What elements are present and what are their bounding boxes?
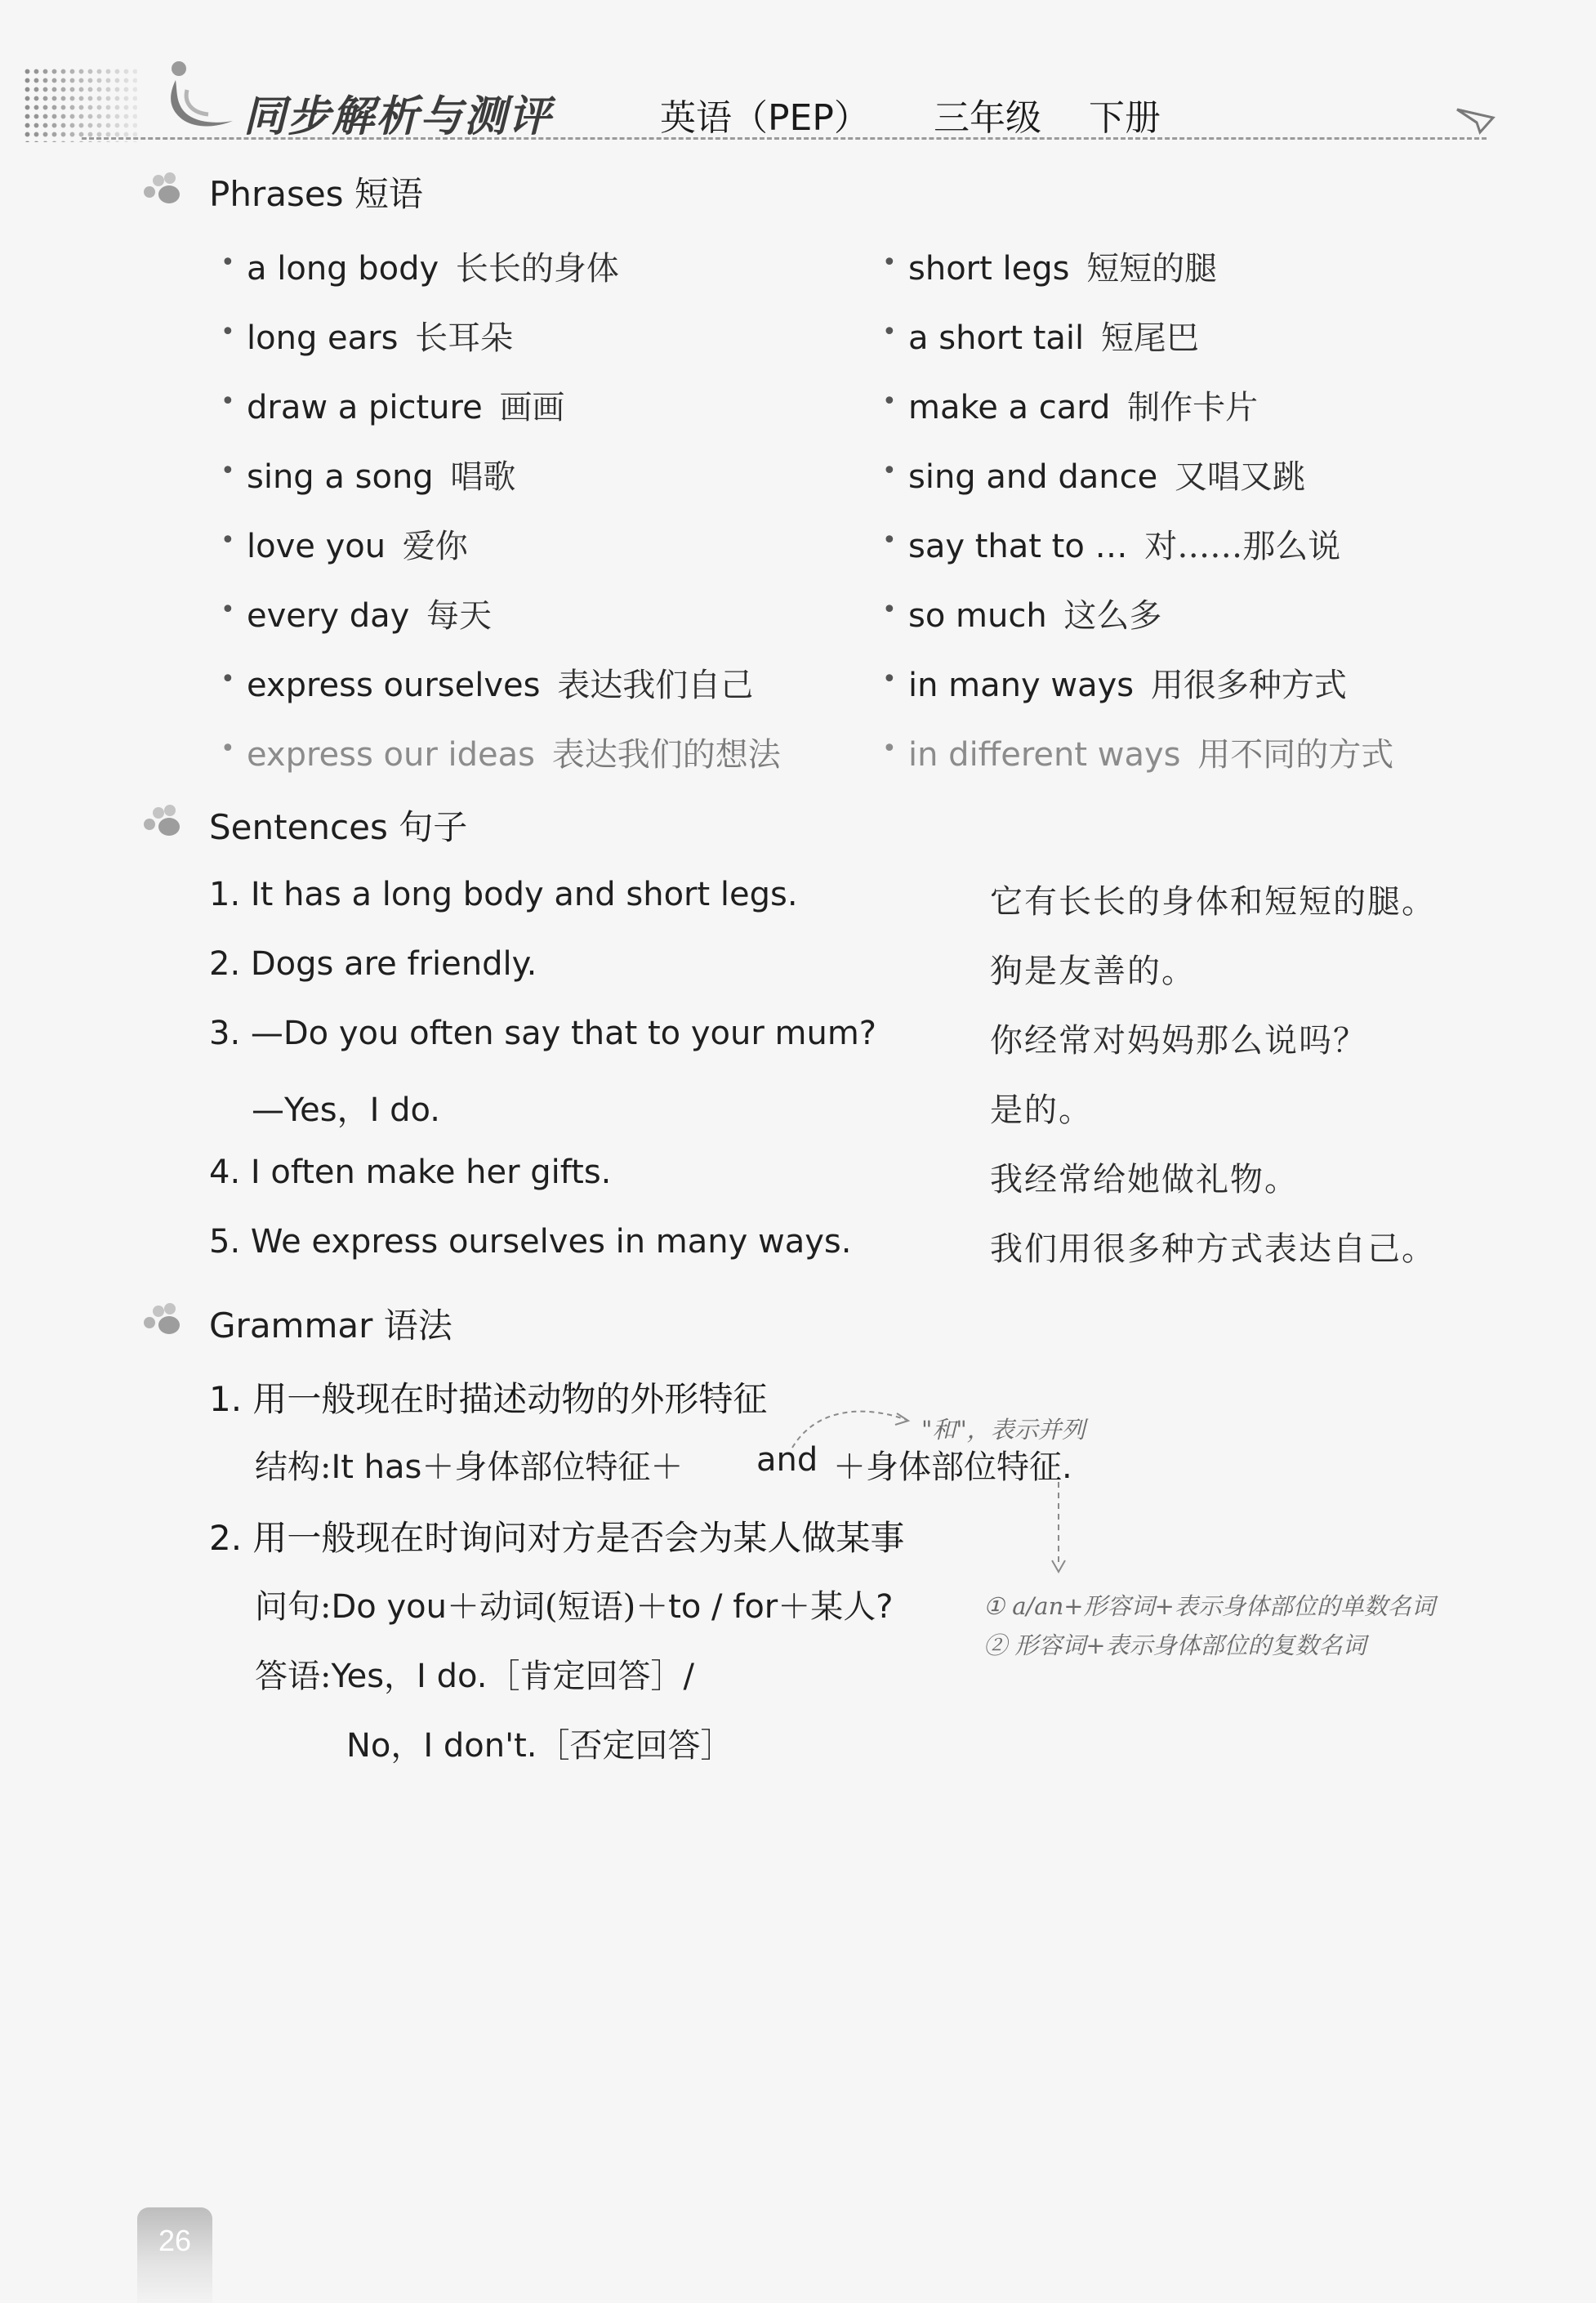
phrase-en: sing and dance bbox=[908, 458, 1158, 496]
phrase-item bbox=[908, 243, 1217, 289]
subject-label: 英语（PEP） bbox=[660, 97, 870, 139]
phrase-zh: 表达我们自己 bbox=[557, 667, 754, 704]
answer-yes: Yes，I do. bbox=[331, 1658, 488, 1695]
structure-label: 结构: bbox=[255, 1448, 332, 1486]
verb-phrase-text: 动词(短语) bbox=[479, 1588, 636, 1626]
phrase-zh: 画画 bbox=[499, 389, 565, 426]
phrase-en: long ears bbox=[247, 319, 399, 357]
phrase-en: express our ideas bbox=[247, 736, 535, 774]
bullet: • bbox=[882, 665, 897, 694]
phrase-en: every day bbox=[247, 597, 410, 635]
volume-label: 下册 bbox=[1089, 97, 1161, 139]
and-keyword: and bbox=[756, 1441, 818, 1479]
bullet: • bbox=[221, 734, 235, 763]
plus-sign: ＋ bbox=[421, 1448, 455, 1486]
phrase-item bbox=[908, 659, 1347, 706]
paw-print-icon bbox=[142, 1301, 183, 1336]
bullet: • bbox=[221, 387, 235, 416]
question-label: 问句: bbox=[255, 1588, 332, 1626]
bullet: • bbox=[221, 457, 235, 485]
phrase-zh: 又唱又跳 bbox=[1174, 458, 1305, 496]
phrase-item bbox=[908, 729, 1393, 775]
phrase-zh: 长长的身体 bbox=[455, 250, 619, 288]
paw-print-icon bbox=[142, 171, 183, 205]
phrase-zh: 长耳朵 bbox=[415, 319, 514, 357]
bullet: • bbox=[221, 665, 235, 694]
phrase-zh: 对……那么说 bbox=[1144, 528, 1341, 565]
sentence-en: 2. Dogs are friendly. bbox=[209, 945, 537, 983]
plus-sign: ＋ bbox=[778, 1588, 811, 1626]
plus-sign: ＋ bbox=[446, 1588, 479, 1626]
plus-sign: ＋ bbox=[833, 1448, 866, 1486]
grammar-answer-no-line bbox=[346, 1720, 733, 1766]
phrase-zh: 用很多种方式 bbox=[1150, 667, 1347, 704]
bullet: • bbox=[882, 387, 897, 416]
question-text: Do you bbox=[331, 1588, 447, 1626]
to-for-text: to / for bbox=[668, 1588, 778, 1626]
plus-sign: ＋ bbox=[635, 1588, 669, 1626]
bullet: • bbox=[882, 526, 897, 555]
phrase-item bbox=[247, 312, 513, 359]
slash: / bbox=[683, 1658, 694, 1695]
someone-text: 某人 bbox=[810, 1588, 876, 1626]
structure-text: It has bbox=[331, 1448, 422, 1486]
sentence-en: 3. —Do you often say that to your mum? bbox=[209, 1015, 877, 1052]
body-feature-text: 身体部位特征 bbox=[454, 1448, 651, 1486]
bullet: • bbox=[221, 318, 235, 346]
sentence-zh: 它有长长的身体和短短的腿。 bbox=[990, 883, 1436, 921]
grammar-structure-line bbox=[255, 1441, 683, 1488]
phrase-en: so much bbox=[908, 597, 1047, 635]
phrase-zh: 短尾巴 bbox=[1100, 319, 1199, 357]
grammar-point-1-title: 1. 用一般现在时描述动物的外形特征 bbox=[209, 1379, 768, 1419]
bullet: • bbox=[882, 734, 897, 763]
bullet: • bbox=[882, 457, 897, 485]
phrase-item bbox=[908, 590, 1161, 636]
plus-sign: ＋ bbox=[650, 1448, 684, 1486]
grammar-point-2-title: 2. 用一般现在时询问对方是否会为某人做某事 bbox=[209, 1518, 905, 1558]
answer-no: No，I don't. bbox=[346, 1727, 537, 1765]
phrase-en: say that to … bbox=[908, 528, 1128, 565]
body-feature-text: 身体部位特征 bbox=[866, 1448, 1062, 1486]
sentence-zh: 狗是友善的。 bbox=[990, 953, 1196, 990]
phrase-en: a short tail bbox=[908, 319, 1085, 357]
phrase-item bbox=[247, 520, 468, 567]
phrase-zh: 这么多 bbox=[1063, 597, 1162, 635]
paper-plane-icon bbox=[1456, 105, 1496, 137]
bullet: • bbox=[221, 526, 235, 555]
swoosh-logo-icon bbox=[151, 57, 241, 147]
handwritten-note-and: "和"，表示并列 bbox=[921, 1416, 1086, 1444]
sentence-zh: 你经常对妈妈那么说吗？ bbox=[990, 1022, 1367, 1060]
phrase-zh: 表达我们的想法 bbox=[551, 736, 781, 774]
phrase-item bbox=[908, 451, 1305, 498]
phrase-zh: 每天 bbox=[426, 597, 493, 635]
header-divider bbox=[82, 137, 1487, 140]
affirmative-tag: ［肯定回答］ bbox=[487, 1658, 684, 1695]
page-number: 26 bbox=[158, 2224, 192, 2257]
bullet: • bbox=[221, 248, 235, 277]
phrase-en: in different ways bbox=[908, 736, 1181, 774]
phrase-zh: 短短的腿 bbox=[1086, 250, 1218, 288]
phrase-item bbox=[247, 729, 781, 775]
phrase-en: love you bbox=[247, 528, 386, 565]
phrase-en: draw a picture bbox=[247, 389, 483, 426]
phrase-en: short legs bbox=[908, 250, 1070, 288]
phrase-item bbox=[247, 243, 619, 289]
sentence-zh: 是的。 bbox=[990, 1091, 1093, 1129]
grade-label: 三年级 bbox=[934, 97, 1041, 139]
grammar-question-line bbox=[255, 1581, 893, 1627]
bullet: • bbox=[882, 596, 897, 624]
handwritten-note-2: ② 形容词+表示身体部位的复数名词 bbox=[983, 1631, 1366, 1659]
dot-pattern-decoration bbox=[23, 67, 137, 142]
bullet: • bbox=[882, 248, 897, 277]
phrase-en: in many ways bbox=[908, 667, 1135, 704]
bullet: • bbox=[882, 318, 897, 346]
annotation-arrow-icon bbox=[784, 1399, 931, 1456]
negative-tag: ［否定回答］ bbox=[537, 1727, 733, 1765]
annotation-down-arrow-icon bbox=[1049, 1480, 1068, 1577]
phrase-en: express ourselves bbox=[247, 667, 541, 704]
sentence-en: —Yes，I do. bbox=[252, 1091, 440, 1129]
phrase-zh: 爱你 bbox=[402, 528, 468, 565]
phrase-en: a long body bbox=[247, 250, 439, 288]
paw-print-icon bbox=[142, 803, 183, 837]
period: . bbox=[1062, 1448, 1072, 1486]
sentence-en: 5. We express ourselves in many ways. bbox=[209, 1223, 852, 1261]
phrase-item bbox=[247, 451, 515, 498]
sentence-zh: 我们用很多种方式表达自己。 bbox=[990, 1230, 1436, 1268]
section-title-phrases: Phrases 短语 bbox=[209, 174, 423, 214]
section-title-grammar: Grammar 语法 bbox=[209, 1305, 452, 1346]
handwritten-note-1: ① a/an+形容词+表示身体部位的单数名词 bbox=[983, 1592, 1435, 1620]
phrase-item bbox=[247, 382, 564, 428]
sentence-en: 1. It has a long body and short legs. bbox=[209, 876, 798, 913]
phrase-item bbox=[247, 590, 492, 636]
phrase-zh: 制作卡片 bbox=[1127, 389, 1259, 426]
page-header bbox=[0, 0, 1596, 163]
question-mark: ? bbox=[876, 1588, 894, 1626]
phrase-zh: 用不同的方式 bbox=[1197, 736, 1394, 774]
phrase-item bbox=[908, 312, 1199, 359]
answer-label: 答语: bbox=[255, 1658, 332, 1695]
phrase-zh: 唱歌 bbox=[450, 458, 516, 496]
phrase-en: sing a song bbox=[247, 458, 434, 496]
sentence-zh: 我经常给她做礼物。 bbox=[990, 1161, 1299, 1198]
phrase-en: make a card bbox=[908, 389, 1111, 426]
phrase-item bbox=[247, 659, 753, 706]
brand-title: 同步解析与测评 bbox=[243, 92, 553, 141]
grammar-answer-line bbox=[255, 1650, 694, 1697]
phrase-item bbox=[908, 520, 1340, 567]
section-title-sentences: Sentences 句子 bbox=[209, 807, 468, 847]
bullet: • bbox=[221, 596, 235, 624]
phrase-item bbox=[908, 382, 1258, 428]
sentence-en: 4. I often make her gifts. bbox=[209, 1154, 612, 1191]
